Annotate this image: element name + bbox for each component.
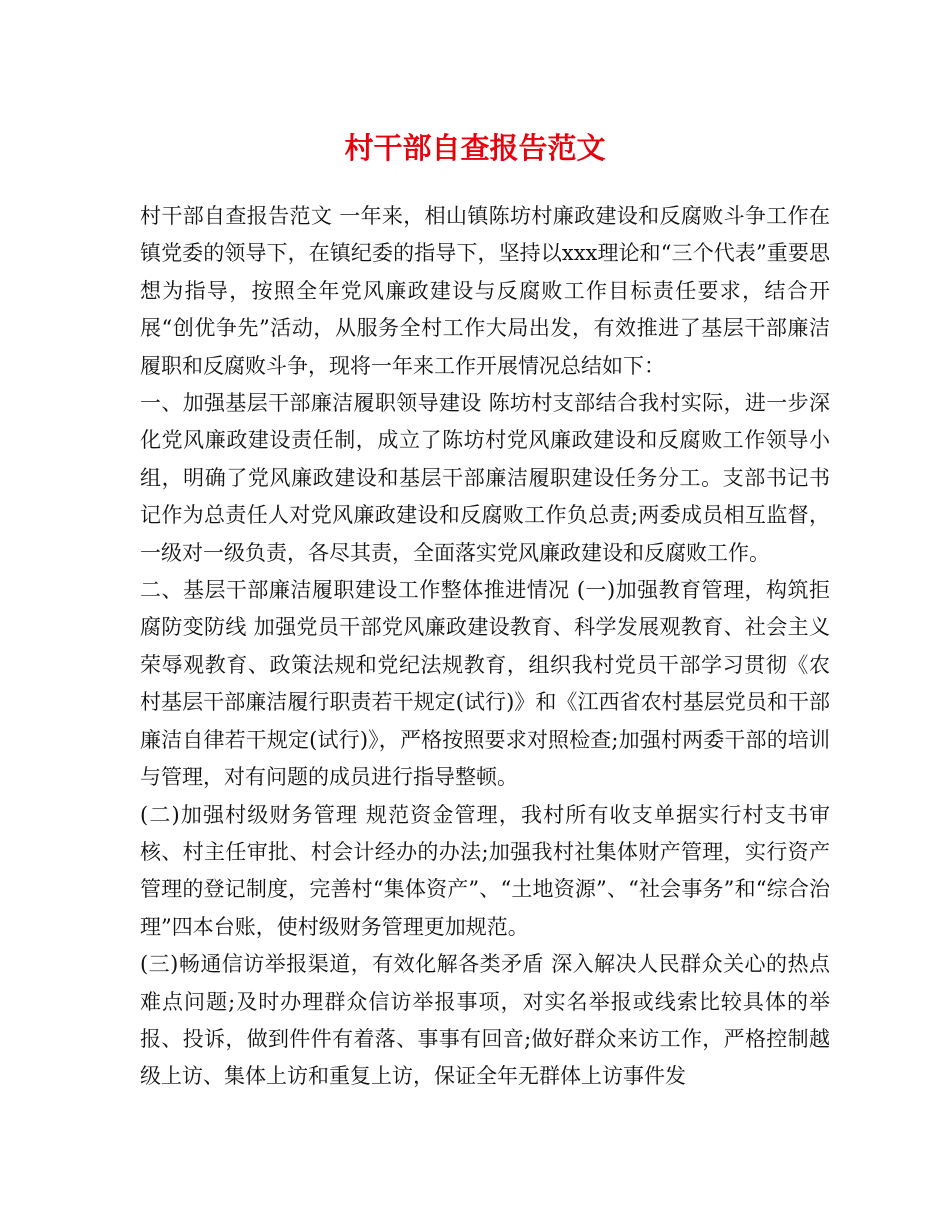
paragraph-section-two: 二、基层干部廉洁履职建设工作整体推进情况 (一)加强教育管理，构筑拒腐防变防线 加强党员干部党风廉政建设教育、科学发展观教育、社会主义荣辱观教育、政策法规和党纪法规教育，组织我村党员干部学习贯彻《农村基层干部廉洁履行职责若干规定(试行)》和《江西省农村基层党员和干部廉洁自律若干规定(试行)》，严格按照要求对照检查;加强村两委干部的培训与管理，对有问题的成员进行指导整顿。 [140, 578, 830, 790]
document-body [140, 198, 830, 1096]
paragraph-finance: (二)加强村级财务管理 规范资金管理，我村所有收支单据实行村支书审核、村主任审批、村会计经办的办法;加强我村社集体财产管理，实行资产管理的登记制度，完善村“集体资产”、“土地资源”、“社会事务”和“综合治理”四本台账，使村级财务管理更加规范。 [140, 802, 830, 939]
paragraph-section-one: 一、加强基层干部廉洁履职领导建设 陈坊村支部结合我村实际，进一步深化党风廉政建设责任制，成立了陈坊村党风廉政建设和反腐败工作领导小组，明确了党风廉政建设和基层干部廉洁履职建设任务分工。支部书记书记作为总责任人对党风廉政建设和反腐败工作负总责;两委成员相互监督，一级对一级负责，各尽其责，全面落实党风廉政建设和反腐败工作。 [140, 391, 830, 565]
document-title: 村干部自查报告范文 [344, 131, 606, 165]
paragraph-petition: (三)畅通信访举报渠道，有效化解各类矛盾 深入解决人民群众关心的热点难点问题;及时办理群众信访举报事项，对实名举报或线索比较具体的举报、投诉，做到件件有着落、事事有回音;做好群众来访工作，严格控制越级上访、集体上访和重复上访，保证全年无群体上访事件发 [140, 952, 830, 1089]
paragraph-intro: 村干部自查报告范文 一年来，相山镇陈坊村廉政建设和反腐败斗争工作在镇党委的领导下，在镇纪委的指导下，坚持以xxx理论和“三个代表”重要思想为指导，按照全年党风廉政建设与反腐败工作目标责任要求，结合开展“创优争先”活动，从服务全村工作大局出发，有效推进了基层干部廉洁履职和反腐败斗争，现将一年来工作开展情况总结如下： [140, 204, 830, 378]
